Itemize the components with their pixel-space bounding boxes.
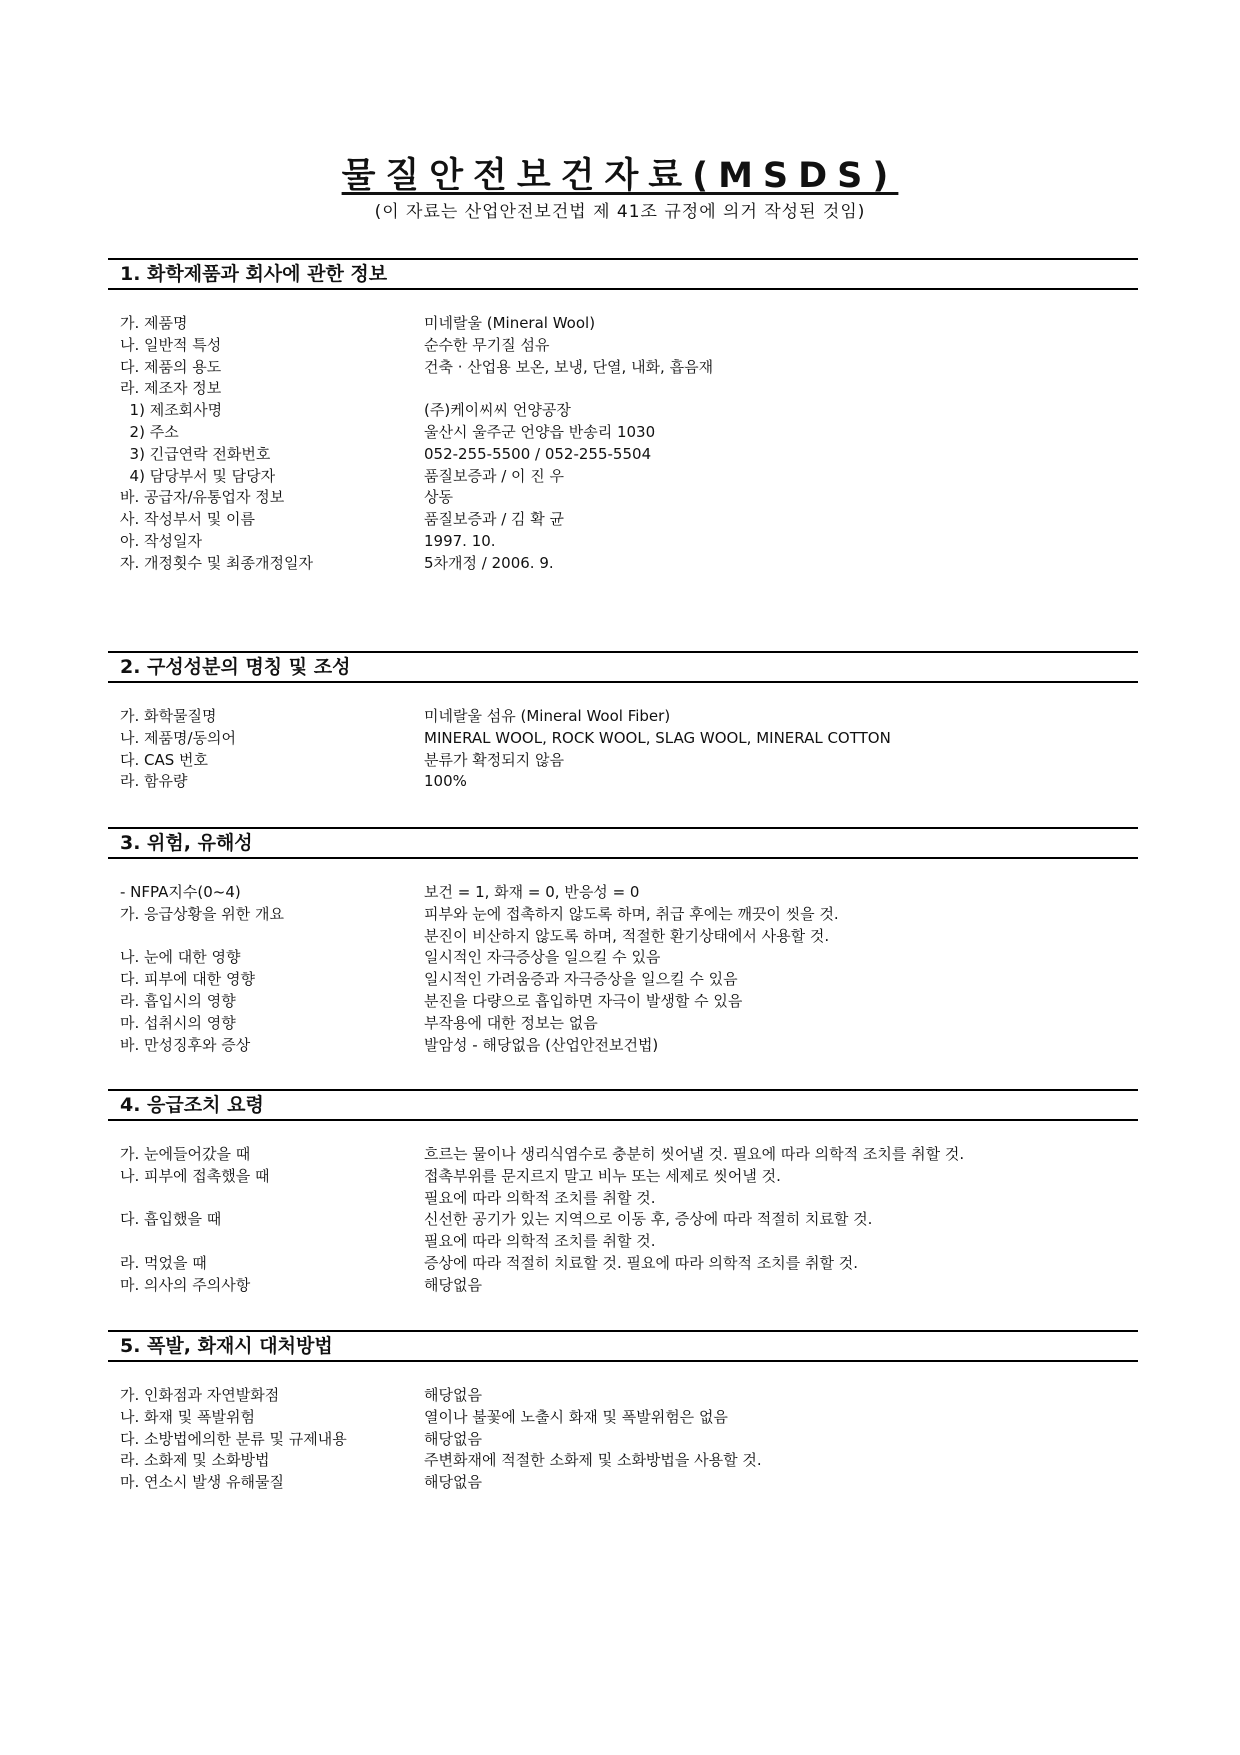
- field-row: [108, 969, 1138, 991]
- field-value: 열이나 불꽃에 노출시 화재 및 폭발위험은 없음: [424, 1407, 728, 1426]
- field-row: [108, 1253, 1138, 1275]
- field-value: 신선한 공기가 있는 지역으로 이동 후, 증상에 따라 적절히 치료할 것.: [424, 1210, 873, 1229]
- field-label: 다. 소방법에의한 분류 및 규제내용: [120, 1429, 347, 1448]
- field-row: [108, 422, 1138, 444]
- section-4-first-aid: [108, 1089, 1138, 1297]
- field-label: 다. 제품의 용도: [120, 357, 222, 376]
- field-row: [108, 1450, 1138, 1472]
- field-row: [108, 531, 1138, 553]
- section-header: 5. 폭발, 화재시 대처방법: [108, 1330, 1138, 1362]
- field-row: [108, 466, 1138, 488]
- field-row: [108, 1385, 1138, 1407]
- field-row: [108, 1013, 1138, 1035]
- field-label: 라. 먹었을 때: [120, 1253, 207, 1272]
- section-1-company-info: [108, 258, 1138, 575]
- field-row: [108, 771, 1138, 793]
- field-value: MINERAL WOOL, ROCK WOOL, SLAG WOOL, MINERAL COTTON: [424, 728, 891, 747]
- section-header: 2. 구성성분의 명칭 및 조성: [108, 651, 1138, 683]
- field-label: 라. 소화제 및 소화방법: [120, 1451, 270, 1470]
- field-value: 일시적인 가려움증과 자극증상을 일으킬 수 있음: [424, 970, 738, 989]
- field-row: [108, 904, 1138, 926]
- field-label: - NFPA지수(0~4): [120, 883, 241, 901]
- field-row: [108, 1144, 1138, 1166]
- field-value: 분진을 다량으로 흡입하면 자극이 발생할 수 있음: [424, 991, 743, 1010]
- field-row: [108, 400, 1138, 422]
- field-row: [108, 1275, 1138, 1297]
- field-label: 가. 응급상황을 위한 개요: [120, 904, 284, 923]
- field-value: 분진이 비산하지 않도록 하며, 적절한 환기상태에서 사용할 것.: [424, 926, 830, 945]
- field-value: 상동: [424, 488, 453, 507]
- field-row: [108, 728, 1138, 750]
- field-row: [108, 750, 1138, 772]
- field-label: 라. 제조자 정보: [120, 379, 222, 398]
- field-value: 품질보증과 / 김 확 균: [424, 510, 565, 529]
- section-3-hazards: [108, 827, 1138, 1056]
- field-value: 052-255-5500 / 052-255-5504: [424, 444, 652, 463]
- field-value: 주변화재에 적절한 소화제 및 소화방법을 사용할 것.: [424, 1451, 762, 1470]
- field-value: 품질보증과 / 이 진 우: [424, 466, 565, 485]
- field-row: [108, 509, 1138, 531]
- field-value: 필요에 따라 의학적 조치를 취할 것.: [424, 1232, 656, 1251]
- field-value: 흐르는 물이나 생리식염수로 충분히 씻어낼 것. 필요에 따라 의학적 조치를 취할 것.: [424, 1145, 965, 1163]
- field-row: [108, 444, 1138, 466]
- field-row: [108, 1166, 1138, 1188]
- field-label: 3) 긴급연락 전화번호: [120, 444, 271, 463]
- field-label: 1) 제조회사명: [120, 401, 223, 420]
- field-row: [108, 991, 1138, 1013]
- section-rows: [108, 706, 1138, 793]
- field-value: 접촉부위를 문지르지 말고 비누 또는 세제로 씻어낼 것.: [424, 1166, 781, 1185]
- field-label: 바. 만성징후와 증상: [120, 1035, 251, 1054]
- field-value: 1997. 10.: [424, 531, 496, 550]
- field-row: [108, 313, 1138, 335]
- field-row: [108, 1231, 1138, 1253]
- field-row: [108, 357, 1138, 379]
- field-value: 발암성 - 해당없음 (산업안전보건법): [424, 1035, 659, 1054]
- field-row: [108, 1472, 1138, 1494]
- field-label: 가. 제품명: [120, 314, 188, 332]
- field-value: 피부와 눈에 접촉하지 않도록 하며, 취급 후에는 깨끗이 씻을 것.: [424, 904, 839, 923]
- section-header: 3. 위험, 유해성: [108, 827, 1138, 859]
- document-subtitle: (이 자료는 산업안전보건법 제 41조 규정에 의거 작성된 것임): [374, 202, 866, 222]
- field-label: 다. 흡입했을 때: [120, 1210, 222, 1229]
- field-value: 100%: [424, 772, 467, 791]
- field-label: [108, 926, 424, 948]
- section-rows: [108, 1385, 1138, 1494]
- field-label: 나. 제품명/동의어: [120, 728, 237, 747]
- field-row: [108, 378, 1138, 400]
- field-value: 증상에 따라 적절히 치료할 것. 필요에 따라 의학적 조치를 취할 것.: [424, 1253, 858, 1272]
- field-value: [424, 378, 1138, 400]
- field-label: 사. 작성부서 및 이름: [120, 510, 255, 529]
- field-row: [108, 1209, 1138, 1231]
- field-label: 바. 공급자/유통업자 정보: [120, 488, 285, 507]
- section-rows: [108, 1144, 1138, 1297]
- field-label: 라. 흡입시의 영향: [120, 991, 236, 1010]
- field-value: 일시적인 자극증상을 일으킬 수 있음: [424, 948, 661, 967]
- field-row: [108, 1188, 1138, 1210]
- field-row: [108, 706, 1138, 728]
- field-label: 나. 피부에 접촉했을 때: [120, 1166, 270, 1185]
- field-label: 라. 함유량: [120, 772, 188, 791]
- field-value: 5차개정 / 2006. 9.: [424, 553, 554, 572]
- field-label: [108, 1231, 424, 1253]
- section-header: 4. 응급조치 요령: [108, 1089, 1138, 1121]
- field-value: 부작용에 대한 정보는 없음: [424, 1013, 598, 1032]
- field-label: 4) 담당부서 및 담당자: [120, 466, 276, 485]
- field-row: [108, 335, 1138, 357]
- field-label: 가. 눈에들어갔을 때: [120, 1145, 251, 1163]
- field-label: 다. CAS 번호: [120, 750, 209, 769]
- field-label: [108, 1188, 424, 1210]
- field-row: [108, 926, 1138, 948]
- section-rows: [108, 882, 1138, 1056]
- field-row: [108, 947, 1138, 969]
- field-label: 나. 화재 및 폭발위험: [120, 1407, 255, 1426]
- field-value: 필요에 따라 의학적 조치를 취할 것.: [424, 1188, 656, 1207]
- field-label: 나. 일반적 특성: [120, 335, 222, 354]
- field-row: [108, 1035, 1138, 1057]
- field-row: [108, 487, 1138, 509]
- field-row: [108, 1407, 1138, 1429]
- field-row: [108, 1429, 1138, 1451]
- field-value: 미네랄울 (Mineral Wool): [424, 314, 596, 332]
- field-value: 미네랄울 섬유 (Mineral Wool Fiber): [424, 707, 671, 725]
- field-label: 마. 연소시 발생 유해물질: [120, 1473, 284, 1492]
- field-label: 자. 개정횟수 및 최종개정일자: [120, 553, 313, 572]
- section-5-fire-fighting: [108, 1330, 1138, 1494]
- document-title: 물질안전보건자료(MSDS): [341, 156, 899, 196]
- field-value: 분류가 확정되지 않음: [424, 750, 564, 769]
- field-label: 아. 작성일자: [120, 531, 202, 550]
- field-value: 순수한 무기질 섬유: [424, 335, 550, 354]
- field-row: [108, 882, 1138, 904]
- field-value: 건축 · 산업용 보온, 보냉, 단열, 내화, 흡음재: [424, 357, 714, 376]
- field-value: (주)케이씨씨 언양공장: [424, 401, 571, 420]
- field-value: 보건 = 1, 화재 = 0, 반응성 = 0: [424, 883, 640, 901]
- section-header: 1. 화학제품과 회사에 관한 정보: [108, 258, 1138, 290]
- field-value: 해당없음: [424, 1386, 482, 1404]
- field-label: 가. 화학물질명: [120, 707, 217, 725]
- field-label: 2) 주소: [120, 422, 179, 441]
- field-label: 마. 섭취시의 영향: [120, 1013, 236, 1032]
- field-value: 해당없음: [424, 1275, 482, 1294]
- field-label: 다. 피부에 대한 영향: [120, 970, 255, 989]
- section-rows: [108, 313, 1138, 575]
- section-2-composition: [108, 651, 1138, 793]
- field-label: 가. 인화점과 자연발화점: [120, 1386, 280, 1404]
- field-row: [108, 553, 1138, 575]
- field-label: 나. 눈에 대한 영향: [120, 948, 241, 967]
- field-value: 울산시 울주군 언양읍 반송리 1030: [424, 422, 656, 441]
- field-value: 해당없음: [424, 1429, 482, 1448]
- field-label: 마. 의사의 주의사항: [120, 1275, 251, 1294]
- field-value: 해당없음: [424, 1473, 482, 1492]
